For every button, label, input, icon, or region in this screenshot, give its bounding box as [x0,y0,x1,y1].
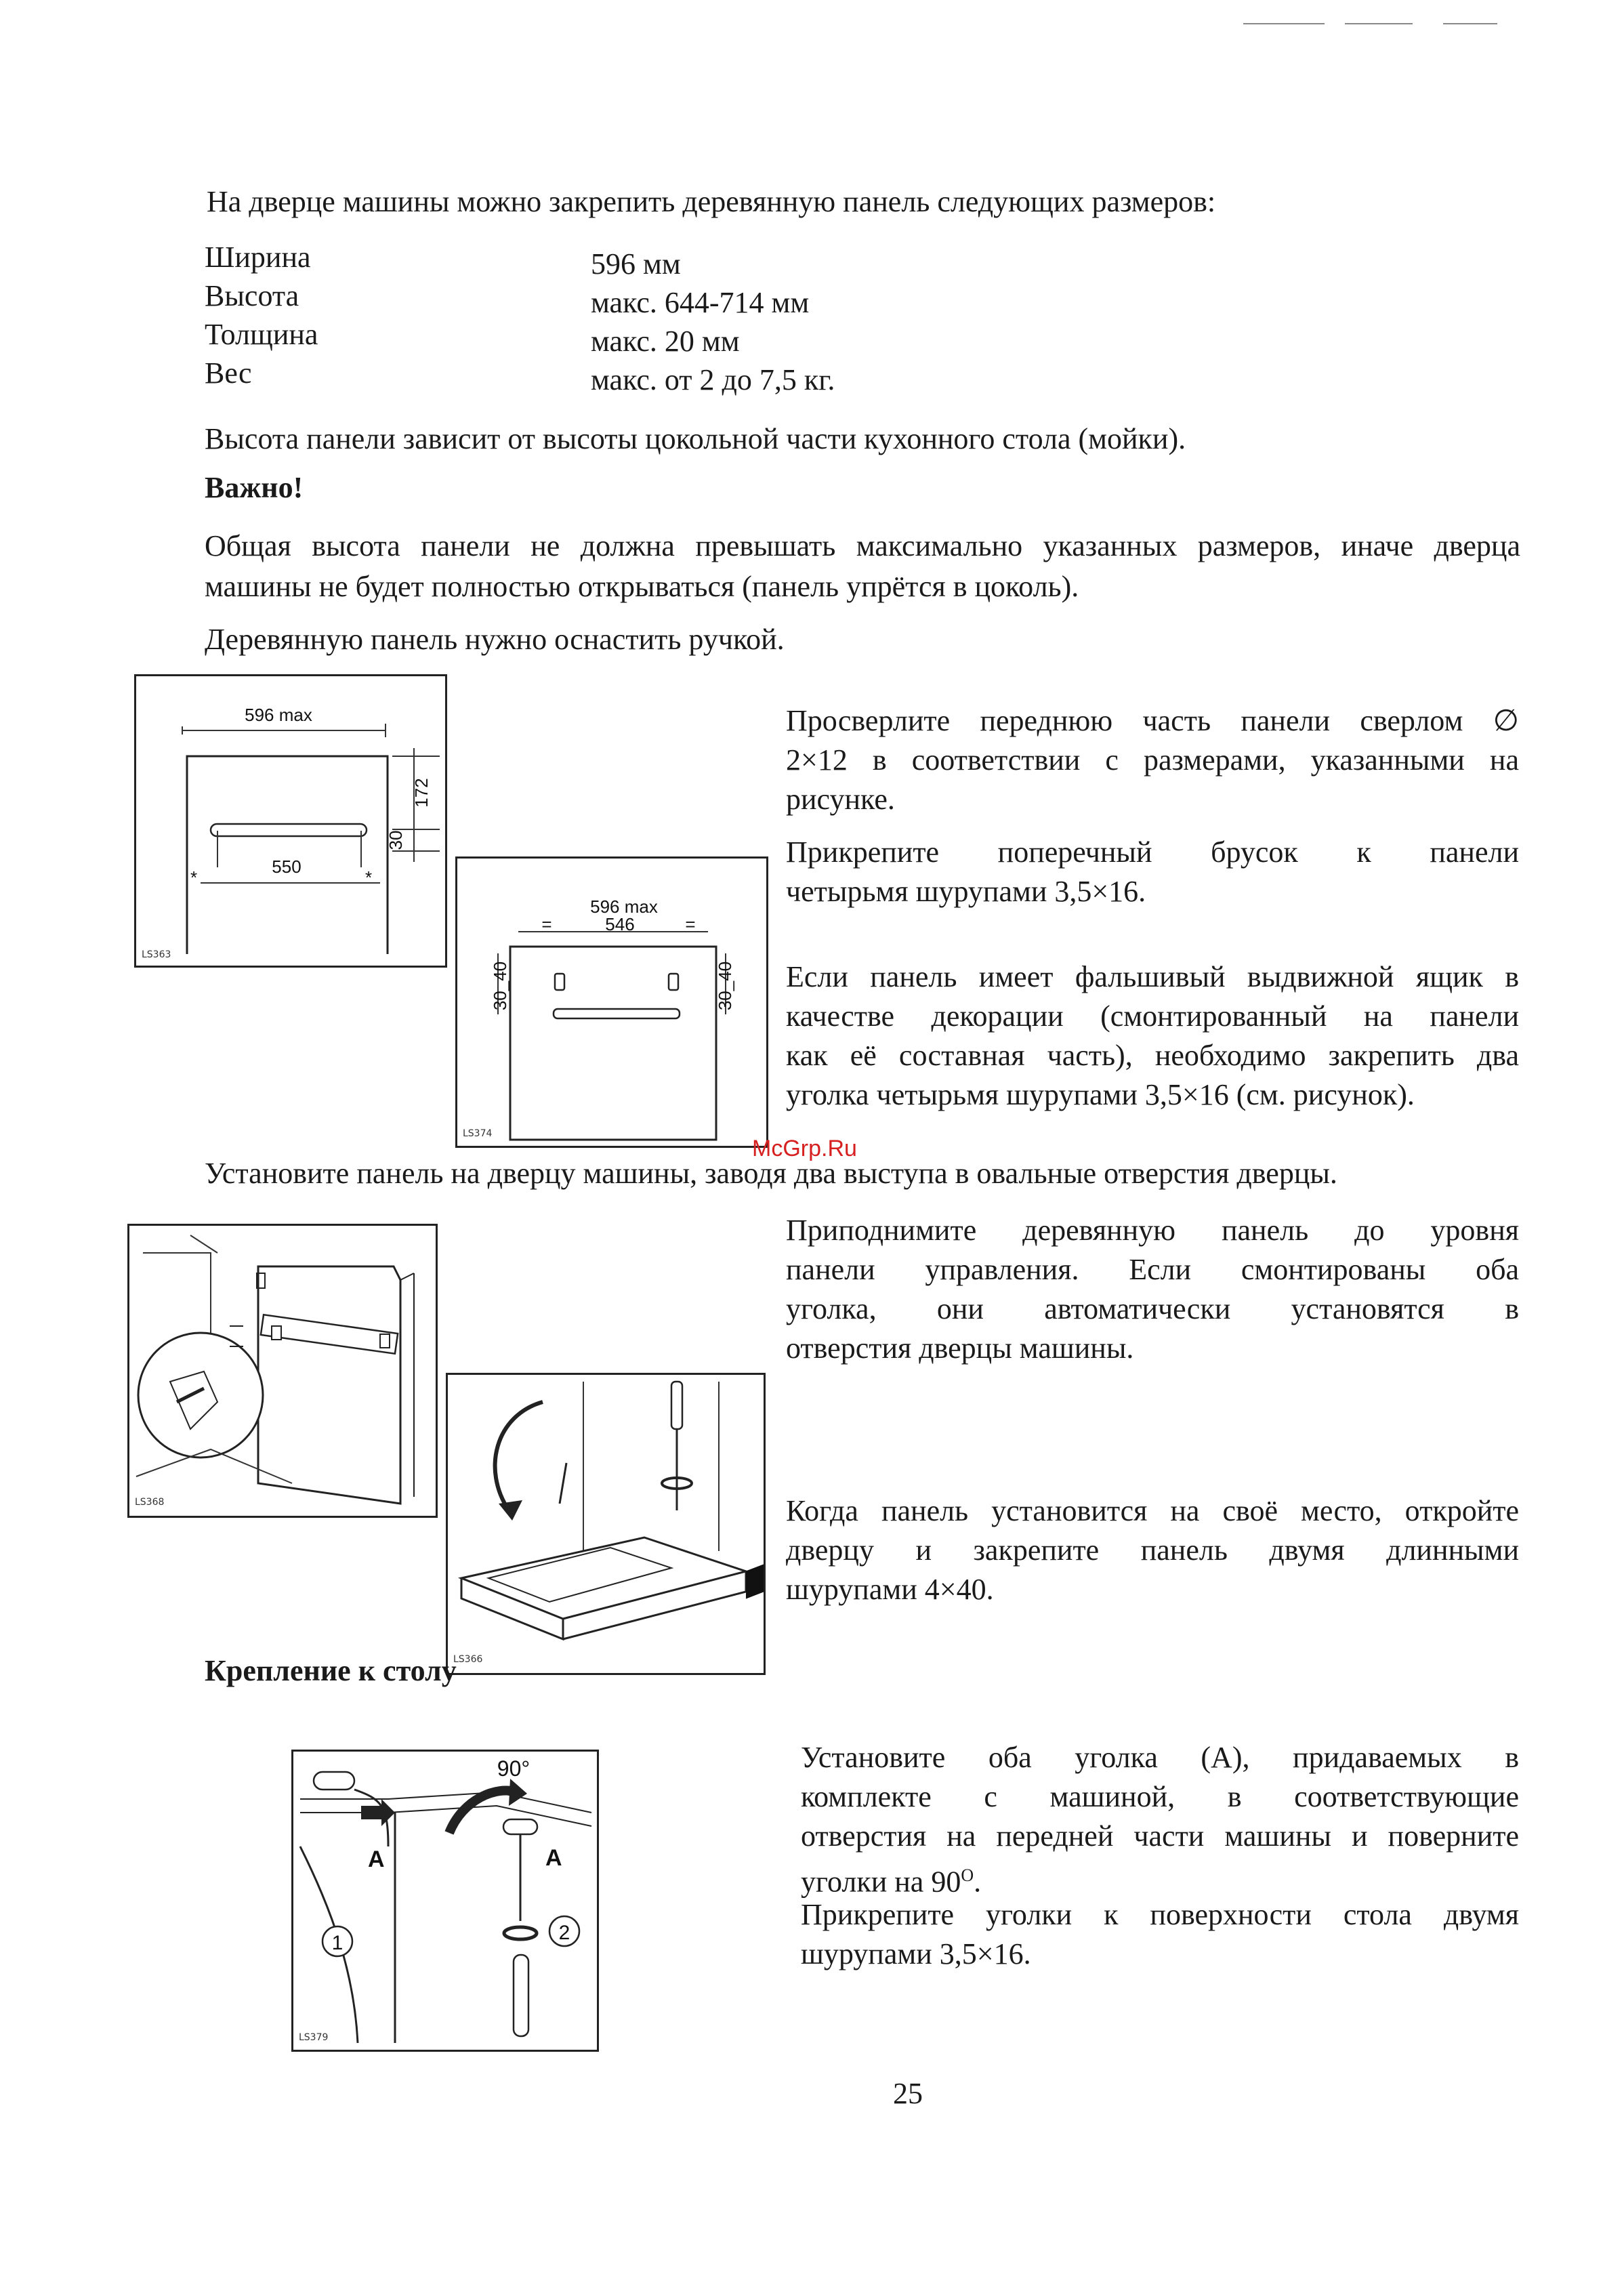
lift-text: уголка, они автоматически установятся в [786,1292,1519,1325]
spec-value: макс. от 2 до 7,5 кг. [591,363,835,396]
scan-mark [1443,23,1497,24]
corner-label: A [545,1845,562,1871]
corner-text: шурупами 3,5×16. [801,1937,1031,1970]
degree-sup: O [961,1865,974,1885]
watermark: McGrp.Ru [752,1136,857,1161]
height-note: Высота панели зависит от высоты цокольной части кухонного стола (мойки). [205,422,1186,455]
spec-label: Высота [205,279,299,312]
equal-mark: = [541,914,552,934]
rotation-angle: 90° [497,1756,530,1781]
figure-door-screws [446,1373,766,1675]
corner-text-part: уголки на 90 [801,1865,961,1899]
figure-id: LS374 [463,1128,493,1139]
spec-value: 596 мм [591,247,681,281]
figure-panel-hook-drawing [129,1226,436,1516]
corner-text: комплекте с машиной, в соответствующие [801,1780,1519,1813]
important-heading: Важно! [205,471,304,504]
spec-label: Ширина [205,241,311,274]
star-mark: * [190,867,198,888]
bar-text: четырьмя шурупами 3,5×16. [786,875,1146,908]
drawer-text: уголка четырьмя шурупами 3,5×16 (см. рисунок). [786,1078,1415,1111]
figure-id: LS379 [299,2032,329,2043]
step-number: 2 [558,1922,570,1944]
figure-false-drawer [455,856,768,1148]
spec-value: макс. 644-714 мм [591,286,810,319]
corner-text: Установите оба уголка (А), придаваемых в [801,1741,1519,1774]
corner-text: Прикрепите уголки к поверхности стола двумя [801,1898,1519,1931]
equal-mark: = [685,914,696,934]
bar-text: Прикрепите поперечный брусок к панели [786,835,1519,869]
dim-right-label: 30_40 [715,961,735,1011]
fix-text: шурупами 4×40. [786,1573,994,1606]
figure-table-corner [291,1750,599,2052]
figure-id: LS363 [142,949,171,960]
spec-label: Толщина [205,318,318,351]
scan-mark [1345,23,1413,24]
fix-text: Когда панель установится на своё место, откройте [786,1494,1519,1527]
drill-text: Просверлите переднюю часть панели сверлом ∅ [786,704,1519,737]
important-text: Общая высота панели не должна превышать максимально указанных размеров, иначе дверца [205,529,1520,562]
dim-width-label: 596 max [245,705,312,725]
page-number: 25 [893,2077,923,2110]
lift-text: отверстия дверцы машины. [786,1331,1134,1365]
drawer-text: Если панель имеет фальшивый выдвижной ящик в [786,960,1519,993]
star-mark: * [365,867,373,888]
figure-id: LS368 [135,1497,165,1508]
mount-note: Установите панель на дверцу машины, заводя два выступа в овальные отверстия дверцы. [205,1157,1337,1190]
figure-id: LS366 [453,1654,483,1665]
corner-label: A [368,1846,385,1872]
figure-false-drawer-drawing [457,859,766,1146]
dim-mid-label: 546 [605,914,635,934]
section-heading: Крепление к столу [205,1654,457,1687]
figure-panel-drilling-drawing [136,676,445,966]
figure-panel-drilling [134,674,447,968]
dim-h1-label: 172 [411,778,432,808]
corner-text: отверстия на передней части машины и поверните [801,1819,1519,1853]
drill-text: 2×12 в соответствии с размерами, указанными на [786,743,1519,777]
spec-label: Вес [205,356,252,390]
figure-panel-hook [127,1224,438,1518]
dim-width-label: 596 max [590,896,658,917]
drill-text: рисунке. [786,783,895,816]
dim-h2-label: 30 [386,830,406,850]
lift-text: Приподнимите деревянную панель до уровня [786,1214,1519,1247]
drawer-text: качестве декорации (смонтированный на панели [786,999,1519,1033]
lift-text: панели управления. Если смонтированы оба [786,1253,1519,1286]
intro-text: На дверце машины можно закрепить деревянную панель следующих размеров: [207,185,1216,218]
drawer-text: как её составная часть), необходимо закрепить два [786,1039,1519,1072]
dim-mid-label: 550 [272,856,301,877]
corner-text-part: . [974,1865,982,1899]
scan-mark [1243,23,1325,24]
important-text: машины не будет полностью открываться (панель упрётся в цоколь). [205,570,1079,603]
fix-text: дверцу и закрепите панель двумя длинными [786,1533,1519,1567]
spec-value: макс. 20 мм [591,325,740,358]
step-number: 1 [331,1932,343,1954]
figure-door-screws-drawing [448,1375,764,1673]
dim-left-label: 30_40 [490,961,510,1011]
handle-note: Деревянную панель нужно оснастить ручкой. [205,623,785,656]
figure-table-corner-drawing [293,1752,597,2050]
